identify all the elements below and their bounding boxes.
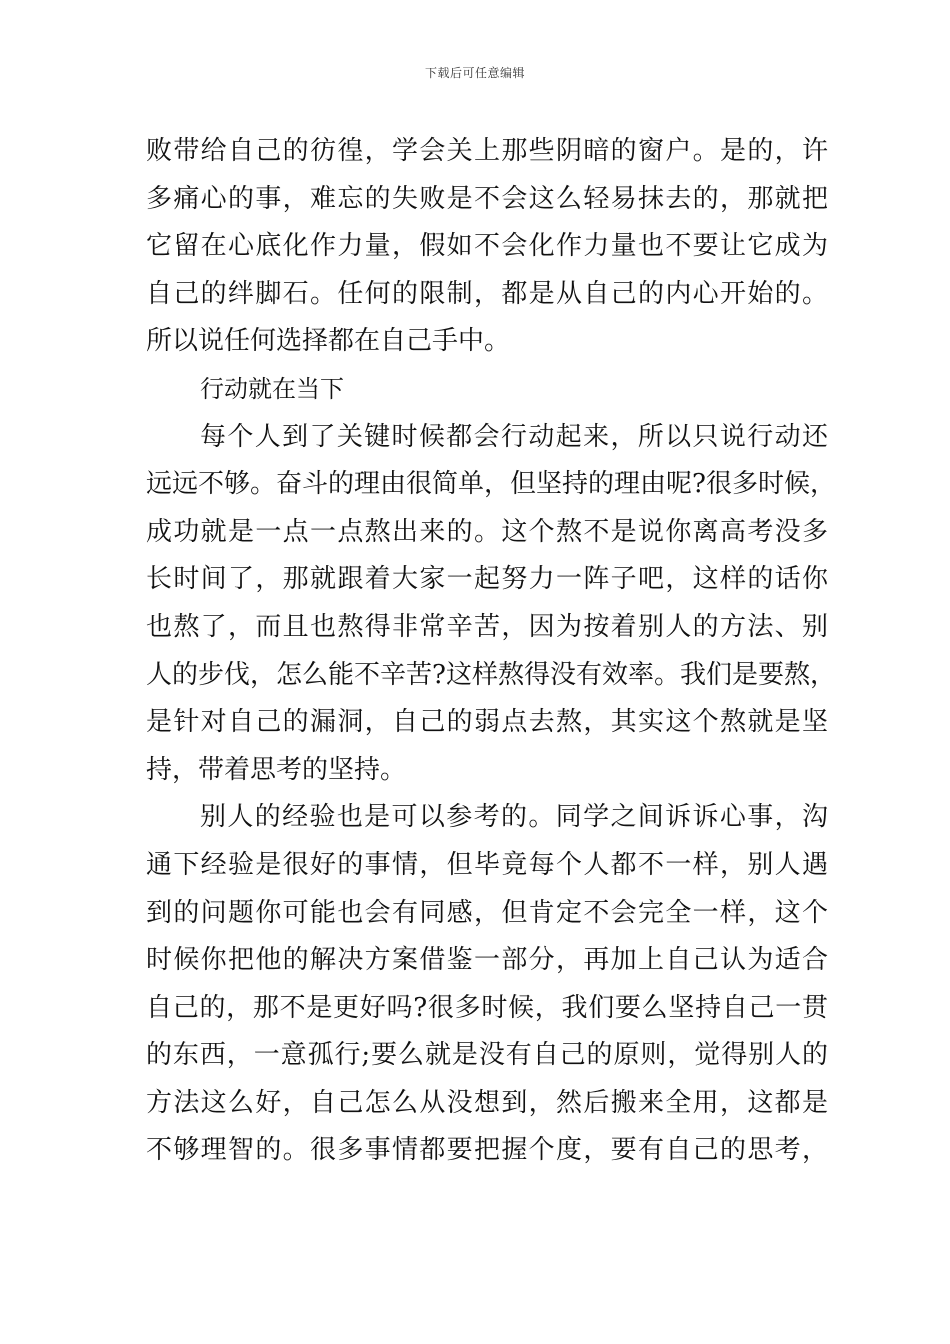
text-line: 人的步伐，怎么能不辛苦?这样熬得没有效率。我们是要熬， [146, 659, 836, 690]
text-line: 不够理智的。很多事情都要把握个度，要有自己的思考， [146, 1135, 828, 1166]
text-line: 多痛心的事，难忘的失败是不会这么轻易抹去的，那就把 [146, 183, 828, 214]
text-line: 它留在心底化作力量，假如不会化作力量也不要让它成为 [146, 231, 828, 262]
text-line: 是针对自己的漏洞，自己的弱点去熬，其实这个熬就是坚 [146, 707, 828, 738]
text-line: 到的问题你可能也会有同感，但肯定不会完全一样，这个 [146, 897, 828, 928]
text-line: 成功就是一点一点熬出来的。这个熬不是说你离高考没多 [146, 516, 828, 547]
text-line: 的东西，一意孤行;要么就是没有自己的原则，觉得别人的 [146, 1040, 828, 1071]
text-line: 自己的，那不是更好吗?很多时候，我们要么坚持自己一贯 [146, 992, 828, 1023]
document-body [146, 128, 836, 1175]
text-line: 每个人到了关键时候都会行动起来，所以只说行动还 [200, 421, 828, 452]
page-header: 下载后可任意编辑 [424, 66, 525, 80]
text-line: 别人的经验也是可以参考的。同学之间诉诉心事，沟 [200, 802, 828, 833]
text-line: 远远不够。奋斗的理由很简单，但坚持的理由呢?很多时候， [146, 469, 836, 500]
text-line: 持，带着思考的坚持。 [146, 754, 407, 785]
text-line: 方法这么好，自己怎么从没想到，然后搬来全用，这都是 [146, 1087, 828, 1118]
text-line: 也熬了，而且也熬得非常辛苦，因为按着别人的方法、别 [146, 611, 828, 642]
text-line: 长时间了，那就跟着大家一起努力一阵子吧，这样的话你 [146, 564, 828, 595]
text-line: 败带给自己的彷徨，学会关上那些阴暗的窗户。是的，许 [146, 136, 828, 166]
text-line: 通下经验是很好的事情，但毕竟每个人都不一样，别人遇 [146, 849, 828, 880]
text-line: 时候你把他的解决方案借鉴一部分，再加上自己认为适合 [146, 945, 828, 976]
section-heading: 行动就在当下 [200, 374, 344, 403]
text-line: 所以说任何选择都在自己手中。 [146, 326, 511, 357]
text-line: 自己的绊脚石。任何的限制，都是从自己的内心开始的。 [146, 278, 828, 309]
